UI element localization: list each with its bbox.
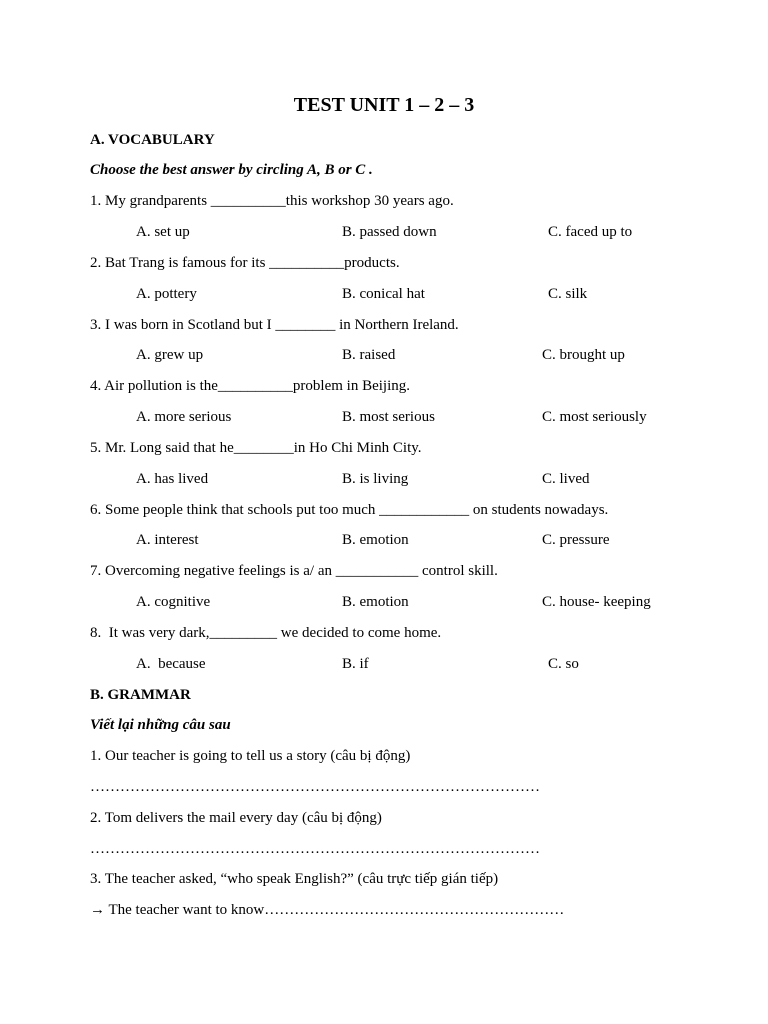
question-text: 8. It was very dark,_________ we decided to come home. bbox=[90, 624, 442, 641]
option-c: C. silk bbox=[548, 285, 588, 302]
option-c: C. faced up to bbox=[548, 224, 633, 241]
answer-options bbox=[90, 587, 710, 618]
section-grammar bbox=[90, 680, 710, 927]
answer-line: ……………………………………………………………………………… bbox=[90, 840, 540, 857]
page-title: TEST UNIT 1 – 2 – 3 bbox=[293, 94, 475, 116]
rewrite-item bbox=[90, 741, 710, 803]
question-item bbox=[90, 371, 710, 433]
option-a: A. cognitive bbox=[136, 594, 211, 611]
option-c: C. brought up bbox=[542, 347, 625, 364]
rewrite-prompt: 2. Tom delivers the mail every day (câu bị động) bbox=[90, 809, 382, 826]
question-text: 4. Air pollution is the__________problem in Beijing. bbox=[90, 378, 410, 395]
option-a: A. set up bbox=[136, 224, 190, 241]
rewrite-prompt: 3. The teacher asked, “who speak English?” (câu trực tiếp gián tiếp) bbox=[90, 871, 499, 888]
question-text: 2. Bat Trang is famous for its __________products. bbox=[90, 254, 400, 271]
option-a: A. more serious bbox=[136, 409, 232, 426]
option-c: C. house- keeping bbox=[542, 594, 651, 611]
option-a: A. interest bbox=[136, 532, 199, 549]
option-a: A. because bbox=[136, 655, 206, 672]
question-text: 7. Overcoming negative feelings is a/ an ___________ control skill. bbox=[90, 563, 498, 580]
option-b: B. emotion bbox=[342, 532, 409, 549]
option-b: B. raised bbox=[342, 347, 396, 364]
option-a: A. has lived bbox=[136, 470, 209, 487]
option-c: C. lived bbox=[542, 470, 590, 487]
answer-options bbox=[90, 464, 710, 495]
option-a: A. pottery bbox=[136, 285, 197, 302]
answer-line: ……………………………………………………………………………… bbox=[90, 778, 540, 795]
question-text: 5. Mr. Long said that he________in Ho Chi Minh City. bbox=[90, 439, 422, 456]
option-b: B. most serious bbox=[342, 409, 435, 426]
option-b: B. emotion bbox=[342, 594, 409, 611]
rewrite-item bbox=[90, 864, 710, 926]
question-item bbox=[90, 556, 710, 618]
rewrite-item bbox=[90, 803, 710, 865]
answer-options bbox=[90, 649, 710, 680]
option-b: B. if bbox=[342, 655, 369, 672]
rewrite-prompt: 1. Our teacher is going to tell us a story (câu bị động) bbox=[90, 748, 411, 765]
question-item bbox=[90, 433, 710, 495]
section-heading: A. VOCABULARY bbox=[90, 131, 215, 148]
answer-options bbox=[90, 340, 710, 371]
option-b: B. conical hat bbox=[342, 285, 425, 302]
answer-options bbox=[90, 217, 710, 248]
section-instruction: Choose the best answer by circling A, B or C . bbox=[90, 162, 373, 179]
question-item bbox=[90, 248, 710, 310]
answer-options bbox=[90, 525, 710, 556]
answer-options bbox=[90, 402, 710, 433]
question-list bbox=[90, 186, 710, 679]
option-b: B. is living bbox=[342, 470, 409, 487]
option-c: C. most seriously bbox=[542, 409, 647, 426]
question-item bbox=[90, 618, 710, 680]
section-vocabulary bbox=[90, 125, 710, 680]
option-b: B. passed down bbox=[342, 224, 437, 241]
section-instruction: Viết lại những câu sau bbox=[90, 717, 231, 734]
question-item bbox=[90, 495, 710, 557]
question-text: 3. I was born in Scotland but I ________ in Northern Ireland. bbox=[90, 316, 459, 333]
question-text: 1. My grandparents __________this workshop 30 years ago. bbox=[90, 193, 454, 210]
question-item bbox=[90, 186, 710, 248]
option-a: A. grew up bbox=[136, 347, 204, 364]
test-body bbox=[90, 125, 710, 927]
option-c: C. pressure bbox=[542, 532, 610, 549]
answer-options bbox=[90, 279, 710, 310]
answer-line: → The teacher want to know…………………………………………………… bbox=[90, 902, 565, 919]
rewrite-list bbox=[90, 741, 710, 926]
question-text: 6. Some people think that schools put too much ____________ on students nowadays. bbox=[90, 501, 609, 518]
option-c: C. so bbox=[548, 655, 579, 672]
question-item bbox=[90, 310, 710, 372]
section-heading: B. GRAMMAR bbox=[90, 686, 191, 703]
